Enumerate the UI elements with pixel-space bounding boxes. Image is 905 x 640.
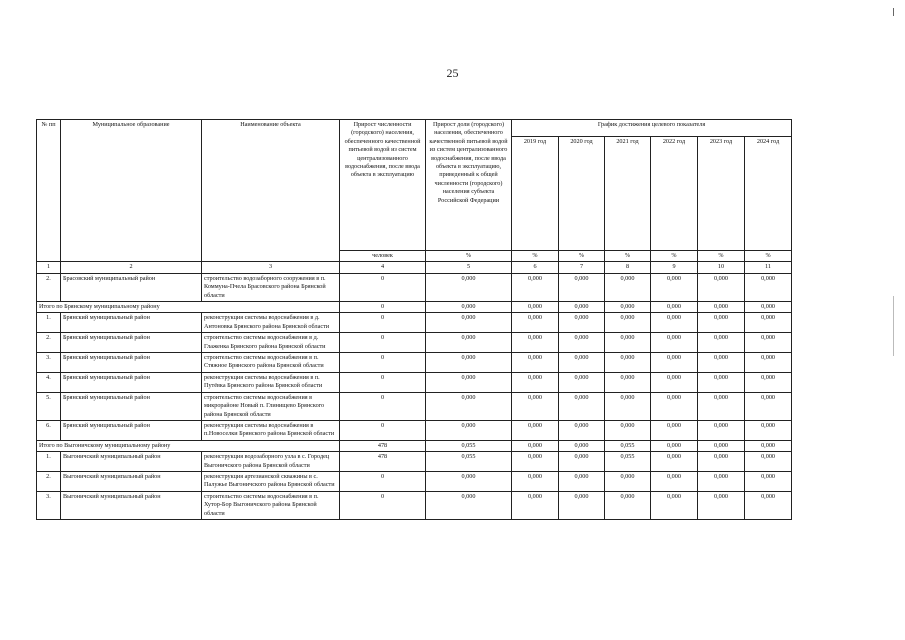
year-value-cell: 0,000: [698, 420, 745, 440]
year-value-cell: 0,055: [605, 440, 651, 451]
header-year: 2019 год: [512, 137, 559, 251]
year-value-cell: 0,000: [651, 471, 698, 491]
header-unit: %: [651, 251, 698, 262]
share-cell: 0,000: [426, 491, 512, 519]
municipality-cell: Брянский муниципальный район: [61, 313, 202, 333]
year-value-cell: 0,000: [512, 392, 559, 420]
year-value-cell: 0,000: [745, 440, 792, 451]
year-value-cell: 0,000: [745, 333, 792, 353]
people-cell: 0: [340, 420, 426, 440]
row-number: 3.: [37, 353, 61, 373]
table-row: [37, 372, 792, 392]
object-cell: строительство системы водоснабжения в п. Стяжное Брянского района Брянской области: [202, 353, 340, 373]
header-unit: %: [698, 251, 745, 262]
row-number: 1.: [37, 313, 61, 333]
column-number: 10: [698, 262, 745, 273]
year-value-cell: 0,000: [512, 452, 559, 472]
table-row: [37, 333, 792, 353]
total-label: Итого по Выгоничскому муниципальному району: [37, 440, 340, 451]
year-value-cell: 0,000: [745, 372, 792, 392]
year-value-cell: 0,000: [651, 440, 698, 451]
header-year: 2021 год: [605, 137, 651, 251]
year-value-cell: 0,000: [698, 333, 745, 353]
year-value-cell: 0,000: [512, 353, 559, 373]
column-number: 1: [37, 262, 61, 273]
object-cell: строительство системы водоснабжения в д. Глаженка Брянского района Брянской области: [202, 333, 340, 353]
column-number: 9: [651, 262, 698, 273]
year-value-cell: 0,000: [698, 372, 745, 392]
year-value-cell: 0,000: [605, 420, 651, 440]
people-cell: 0: [340, 491, 426, 519]
year-value-cell: 0,000: [651, 372, 698, 392]
column-number: 8: [605, 262, 651, 273]
year-value-cell: 0,000: [745, 353, 792, 373]
scan-mark: [893, 8, 894, 16]
municipality-cell: Брянский муниципальный район: [61, 420, 202, 440]
column-number: 11: [745, 262, 792, 273]
people-cell: 0: [340, 313, 426, 333]
table-row: [37, 420, 792, 440]
year-value-cell: 0,000: [745, 392, 792, 420]
year-value-cell: 0,000: [559, 491, 605, 519]
share-cell: 0,000: [426, 372, 512, 392]
object-cell: реконструкция водозаборного узла в с. Городец Выгоничского района Брянской области: [202, 452, 340, 472]
municipality-cell: Брянский муниципальный район: [61, 392, 202, 420]
year-value-cell: 0,000: [651, 452, 698, 472]
people-cell: 0: [340, 372, 426, 392]
header-unit: %: [745, 251, 792, 262]
row-number: 3.: [37, 491, 61, 519]
year-value-cell: 0,000: [559, 372, 605, 392]
share-cell: 0,055: [426, 440, 512, 451]
year-value-cell: 0,000: [745, 420, 792, 440]
year-value-cell: 0,000: [698, 353, 745, 373]
people-cell: 0: [340, 353, 426, 373]
year-value-cell: 0,000: [698, 392, 745, 420]
municipality-cell: Выгоничский муниципальный район: [61, 491, 202, 519]
year-value-cell: 0,000: [559, 471, 605, 491]
object-cell: строительство системы водоснабжения в микрорайоне Новый п. Глинищево Брянского района Брянской области: [202, 392, 340, 420]
row-number: 6.: [37, 420, 61, 440]
table-row: [37, 353, 792, 373]
municipality-cell: Брянский муниципальный район: [61, 333, 202, 353]
people-cell: 0: [340, 333, 426, 353]
table-row: [37, 273, 792, 301]
table-row: [37, 313, 792, 333]
municipality-cell: Выгоничский муниципальный район: [61, 452, 202, 472]
header-num: № пп: [37, 120, 61, 262]
column-number: 6: [512, 262, 559, 273]
year-value-cell: 0,000: [559, 333, 605, 353]
header-population-growth: Прирост численности (городского) населения, обеспеченного качественной питьевой водой из систем централизованного водоснабжения, после ввода объекта в эксплуатацию: [340, 120, 426, 251]
year-value-cell: 0,000: [605, 353, 651, 373]
share-cell: 0,000: [426, 333, 512, 353]
header-row: [37, 120, 792, 137]
year-value-cell: 0,000: [745, 302, 792, 313]
column-numbers-row: [37, 262, 792, 273]
year-value-cell: 0,000: [605, 273, 651, 301]
row-number: 1.: [37, 452, 61, 472]
year-value-cell: 0,000: [698, 471, 745, 491]
share-cell: 0,000: [426, 302, 512, 313]
header-schedule: График достижения целевого показателя: [512, 120, 792, 137]
year-value-cell: 0,000: [559, 452, 605, 472]
header-unit: человек: [340, 251, 426, 262]
row-number: 4.: [37, 372, 61, 392]
municipality-cell: Выгоничский муниципальный район: [61, 471, 202, 491]
year-value-cell: 0,000: [745, 273, 792, 301]
people-cell: 0: [340, 392, 426, 420]
year-value-cell: 0,000: [651, 353, 698, 373]
header-unit: %: [512, 251, 559, 262]
year-value-cell: 0,000: [512, 440, 559, 451]
header-unit: %: [605, 251, 651, 262]
row-number: 2.: [37, 273, 61, 301]
total-row: [37, 440, 792, 451]
year-value-cell: 0,000: [512, 302, 559, 313]
header-year: 2023 год: [698, 137, 745, 251]
year-value-cell: 0,000: [605, 471, 651, 491]
share-cell: 0,000: [426, 313, 512, 333]
year-value-cell: 0,000: [559, 392, 605, 420]
year-value-cell: 0,000: [605, 491, 651, 519]
total-row: [37, 302, 792, 313]
share-cell: 0,000: [426, 420, 512, 440]
table-row: [37, 452, 792, 472]
people-cell: 0: [340, 302, 426, 313]
year-value-cell: 0,000: [651, 491, 698, 519]
object-cell: реконструкция системы водоснабжения в д. Антоновка Брянского района Брянской области: [202, 313, 340, 333]
year-value-cell: 0,000: [605, 313, 651, 333]
year-value-cell: 0,000: [512, 372, 559, 392]
year-value-cell: 0,000: [651, 313, 698, 333]
share-cell: 0,000: [426, 471, 512, 491]
year-value-cell: 0,000: [745, 452, 792, 472]
year-value-cell: 0,000: [698, 313, 745, 333]
municipality-cell: Брянский муниципальный район: [61, 353, 202, 373]
scan-mark: [893, 296, 894, 356]
year-value-cell: 0,000: [559, 353, 605, 373]
people-cell: 478: [340, 452, 426, 472]
share-cell: 0,000: [426, 353, 512, 373]
municipality-cell: Брасовский муниципальный район: [61, 273, 202, 301]
people-cell: 478: [340, 440, 426, 451]
header-year: 2024 год: [745, 137, 792, 251]
people-cell: 0: [340, 471, 426, 491]
object-cell: строительство водозаборного сооружения в п. Коммуна-Пчела Брасовского района Брянской области: [202, 273, 340, 301]
column-number: 3: [202, 262, 340, 273]
header-object: Наименование объекта: [202, 120, 340, 262]
column-number: 7: [559, 262, 605, 273]
column-number: 2: [61, 262, 202, 273]
year-value-cell: 0,000: [745, 471, 792, 491]
year-value-cell: 0,000: [651, 333, 698, 353]
header-unit: %: [559, 251, 605, 262]
year-value-cell: 0,000: [512, 420, 559, 440]
year-value-cell: 0,000: [698, 440, 745, 451]
row-number: 2.: [37, 471, 61, 491]
year-value-cell: 0,000: [745, 313, 792, 333]
year-value-cell: 0,000: [605, 392, 651, 420]
total-label: Итого по Брянскому муниципальному району: [37, 302, 340, 313]
row-number: 5.: [37, 392, 61, 420]
year-value-cell: 0,000: [651, 392, 698, 420]
year-value-cell: 0,000: [698, 452, 745, 472]
people-cell: 0: [340, 273, 426, 301]
year-value-cell: 0,000: [559, 273, 605, 301]
share-cell: 0,000: [426, 392, 512, 420]
object-cell: реконструкция артезианской скважины в с. Палужье Выгоничского района Брянской области: [202, 471, 340, 491]
year-value-cell: 0,000: [559, 420, 605, 440]
year-value-cell: 0,000: [745, 491, 792, 519]
header-year: 2022 год: [651, 137, 698, 251]
municipality-cell: Брянский муниципальный район: [61, 372, 202, 392]
year-value-cell: 0,000: [605, 333, 651, 353]
share-cell: 0,000: [426, 273, 512, 301]
year-value-cell: 0,000: [605, 372, 651, 392]
year-value-cell: 0,000: [512, 273, 559, 301]
year-value-cell: 0,000: [512, 471, 559, 491]
year-value-cell: 0,000: [651, 420, 698, 440]
year-value-cell: 0,000: [559, 313, 605, 333]
header-year: 2020 год: [559, 137, 605, 251]
header-unit: %: [426, 251, 512, 262]
object-cell: реконструкция системы водоснабжения в п.Новоселки Брянского района Брянской области: [202, 420, 340, 440]
page-number: 25: [446, 66, 459, 80]
year-value-cell: 0,000: [698, 302, 745, 313]
year-value-cell: 0,055: [605, 452, 651, 472]
share-cell: 0,055: [426, 452, 512, 472]
table-row: [37, 491, 792, 519]
year-value-cell: 0,000: [698, 273, 745, 301]
row-number: 2.: [37, 333, 61, 353]
year-value-cell: 0,000: [559, 440, 605, 451]
year-value-cell: 0,000: [512, 313, 559, 333]
target-indicator-table: [36, 119, 792, 520]
year-value-cell: 0,000: [605, 302, 651, 313]
column-number: 4: [340, 262, 426, 273]
header-municipality: Муниципальное образование: [61, 120, 202, 262]
year-value-cell: 0,000: [698, 491, 745, 519]
table-row: [37, 471, 792, 491]
year-value-cell: 0,000: [651, 273, 698, 301]
object-cell: строительство системы водоснабжения в п. Хутор-Бор Выгоничского района Брянской области: [202, 491, 340, 519]
year-value-cell: 0,000: [651, 302, 698, 313]
header-share-growth: Прирост доли (городского) населения, обеспеченного качественной питьевой водой из систем централизованного водоснабжения, после ввода объекта в эксплуатацию, приведенный к общей численности (городского) населения субъекта Российской Федерации: [426, 120, 512, 251]
year-value-cell: 0,000: [512, 333, 559, 353]
object-cell: реконструкция системы водоснабжения в п. Путёвка Брянского района Брянской области: [202, 372, 340, 392]
year-value-cell: 0,000: [512, 491, 559, 519]
column-number: 5: [426, 262, 512, 273]
year-value-cell: 0,000: [559, 302, 605, 313]
table-row: [37, 392, 792, 420]
